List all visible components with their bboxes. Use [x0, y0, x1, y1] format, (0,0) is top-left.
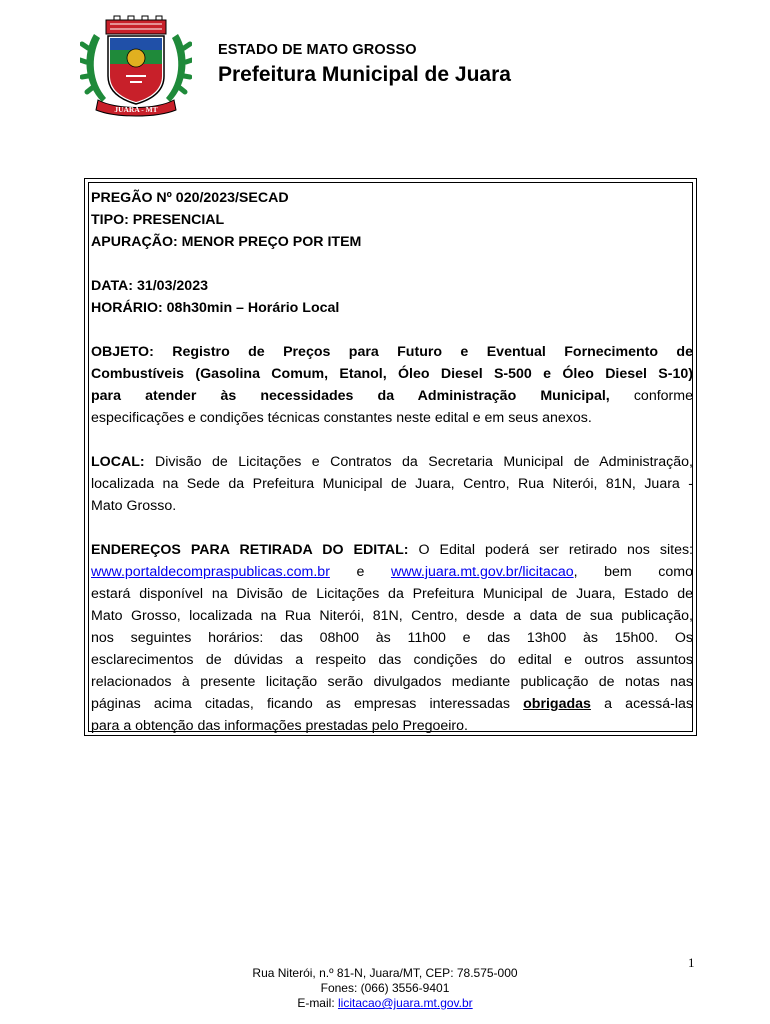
addresses-line-5: nos seguintes horários: das 08h00 às 11h00 e das 13h00 às 15h00. Os — [91, 630, 693, 646]
addresses-line-7: relacionados à presente licitação serão divulgados mediante publicação de notas nas — [91, 674, 693, 690]
addresses-line-9: para a obtenção das informações prestadas pelo Pregoeiro. — [91, 718, 468, 734]
municipal-coat-of-arms-image — [80, 14, 192, 120]
object-line-3: para atender às necessidades da Administração Municipal, conforme — [91, 388, 693, 404]
object-line-4: especificações e condições técnicas constantes neste edital e em seus anexos. — [91, 410, 592, 426]
location-line-1: LOCAL: Divisão de Licitações e Contratos da Secretaria Municipal de Administração, — [91, 454, 693, 470]
state-name-heading: ESTADO DE MATO GROSSO — [218, 42, 417, 58]
object-line-2: Combustíveis (Gasolina Comum, Etanol, Óleo Diesel S-500 e Óleo Diesel S-10) — [91, 366, 693, 382]
addresses-line-4: Mato Grosso, localizada na Rua Niterói, 81N, Centro, desde a data de sua publicação, — [91, 608, 693, 624]
notice-content — [91, 187, 693, 737]
footer-email-link[interactable]: licitacao@juara.mt.gov.br — [337, 996, 473, 1010]
footer — [0, 966, 770, 1011]
location-line-2: localizada na Sede da Prefeitura Municipal de Juara, Centro, Rua Niterói, 81N, Juara - — [91, 476, 693, 492]
auction-type: TIPO: PRESENCIAL — [91, 212, 225, 228]
addresses-line-3: estará disponível na Divisão de Licitações da Prefeitura Municipal de Juara, Estado de — [91, 586, 693, 602]
portal-compras-link[interactable]: www.portaldecompraspublicas.com.br — [91, 564, 330, 580]
footer-phone: Fones: (066) 3556-9401 — [320, 981, 450, 995]
addresses-line-2: www.portaldecompraspublicas.com.br e www.juara.mt.gov.br/licitacao, bem como — [91, 564, 693, 580]
prefecture-name-heading: Prefeitura Municipal de Juara — [218, 63, 511, 86]
addresses-line-8: páginas acima citadas, ficando as empresas interessadas obrigadas a acessá-las — [91, 696, 693, 712]
juara-licitacao-link[interactable]: www.juara.mt.gov.br/licitacao — [390, 564, 574, 580]
object-line-1: OBJETO: Registro de Preços para Futuro e Eventual Fornecimento de — [91, 344, 693, 360]
page-number: 1 — [688, 955, 695, 970]
evaluation-criterion: APURAÇÃO: MENOR PREÇO POR ITEM — [91, 234, 362, 250]
svg-text:JUARA - MT: JUARA - MT — [114, 105, 158, 114]
footer-email-line: E-mail: licitacao@juara.mt.gov.br — [297, 996, 473, 1010]
footer-address: Rua Niterói, n.º 81-N, Juara/MT, CEP: 78.575-000 — [252, 966, 518, 980]
auction-time: HORÁRIO: 08h30min – Horário Local — [91, 300, 340, 316]
auction-date: DATA: 31/03/2023 — [91, 278, 208, 294]
addresses-line-1: ENDEREÇOS PARA RETIRADA DO EDITAL: O Edital poderá ser retirado nos sites: — [91, 542, 693, 558]
location-line-3: Mato Grosso. — [91, 498, 177, 514]
addresses-line-6: esclarecimentos de dúvidas a respeito das condições do edital e outros assuntos — [91, 652, 693, 668]
auction-number: PREGÃO Nº 020/2023/SECAD — [91, 190, 289, 206]
